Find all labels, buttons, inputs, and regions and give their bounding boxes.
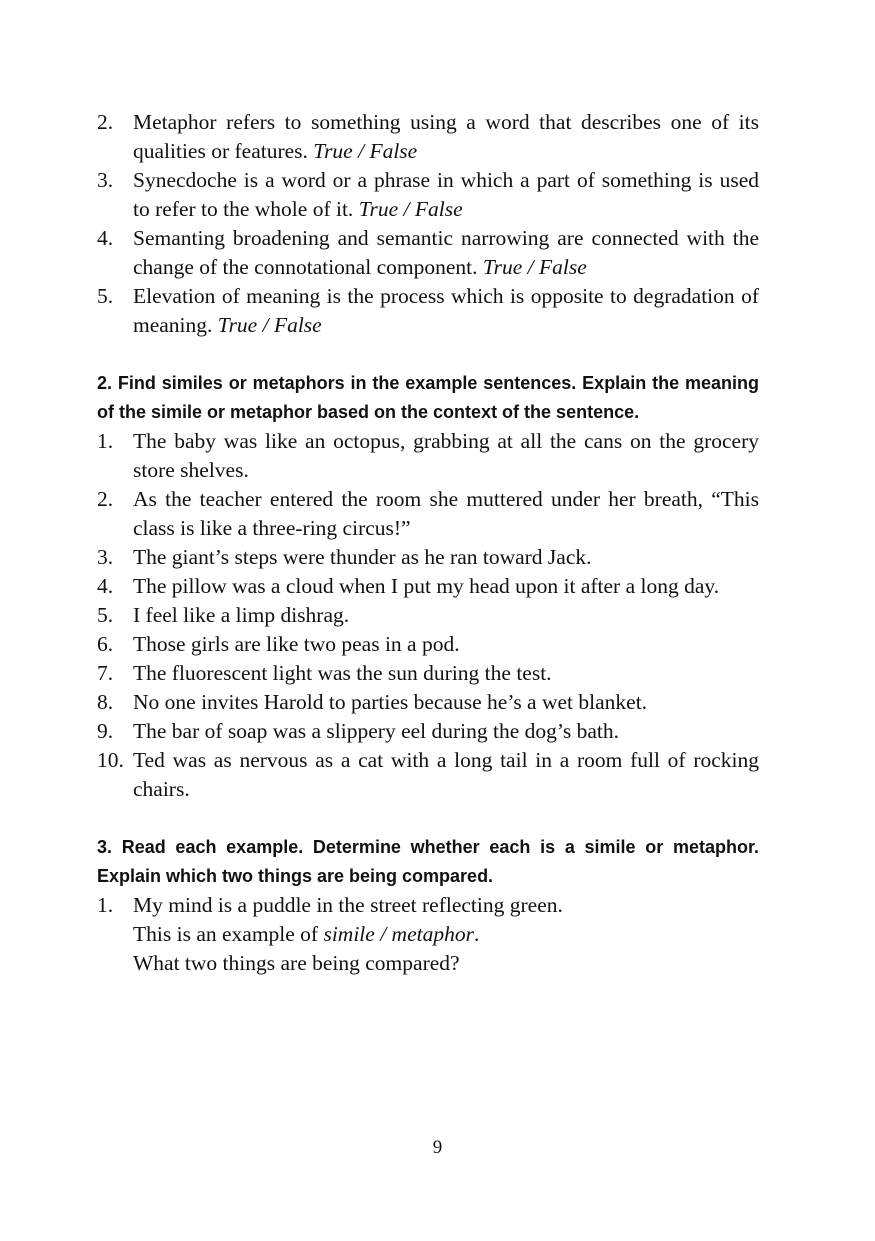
exercise-3-list (97, 891, 759, 978)
item-text: I feel like a limp dishrag. (133, 603, 350, 627)
comparison-question: What two things are being compared? (133, 951, 460, 975)
item-text: Synecdoche is a word or a phrase in which a part of something is used to refer to the whole of it. (133, 168, 759, 221)
answer-choice: True / False (313, 139, 418, 163)
item-number: 4. (97, 574, 114, 598)
item-text: The baby was like an octopus, grabbing at all the cans on the grocery store shelves. (133, 429, 759, 482)
example-type-line (133, 920, 759, 949)
list-item (97, 717, 759, 746)
list-item (97, 659, 759, 688)
list-item (97, 282, 759, 340)
item-number: 8. (97, 690, 114, 714)
answer-choice: True / False (217, 313, 322, 337)
item-text: The pillow was a cloud when I put my head upon it after a long day. (133, 574, 720, 598)
item-number: 10. (97, 748, 124, 772)
list-item (97, 108, 759, 166)
true-false-list (97, 108, 759, 340)
item-text: Metaphor refers to something using a word that describes one of its qualities or features. (133, 110, 759, 163)
page-number: 9 (432, 1137, 443, 1158)
item-text: Semanting broadening and semantic narrowing are connected with the change of the connotational component. (133, 226, 759, 279)
item-text: As the teacher entered the room she muttered under her breath, “This class is like a three-ring circus!” (133, 487, 759, 540)
list-item (97, 224, 759, 282)
exercise-3-heading: 3. Read each example. Determine whether each is a simile or metaphor. Explain which two things are being compared. (97, 837, 759, 886)
exercise-2-list (97, 427, 759, 804)
item-text: Elevation of meaning is the process which is opposite to degradation of meaning. (133, 284, 759, 337)
list-item (97, 485, 759, 543)
exercise-2-heading: 2. Find similes or metaphors in the example sentences. Explain the meaning of the simile or metaphor based on the context of the sentence. (97, 373, 759, 422)
item-number: 2. (97, 110, 114, 134)
list-item (97, 572, 759, 601)
list-item (97, 543, 759, 572)
item-text: The fluorescent light was the sun during the test. (133, 661, 552, 685)
list-item (97, 630, 759, 659)
document-page (97, 108, 759, 978)
item-number: 4. (97, 226, 114, 250)
item-number: 7. (97, 661, 114, 685)
list-item (97, 688, 759, 717)
example-type-suffix: . (473, 922, 480, 946)
list-item (97, 427, 759, 485)
example-sentence: My mind is a puddle in the street reflecting green. (133, 893, 563, 917)
item-text: No one invites Harold to parties because he’s a wet blanket. (133, 690, 648, 714)
item-number: 1. (97, 893, 114, 917)
item-text: The bar of soap was a slippery eel during the dog’s bath. (133, 719, 620, 743)
item-number: 3. (97, 545, 114, 569)
list-item (97, 746, 759, 804)
item-number: 6. (97, 632, 114, 656)
item-number: 2. (97, 487, 114, 511)
list-item (97, 601, 759, 630)
item-text: Those girls are like two peas in a pod. (133, 632, 460, 656)
answer-choice: True / False (482, 255, 587, 279)
item-text: The giant’s steps were thunder as he ran toward Jack. (133, 545, 592, 569)
simile-metaphor-choice: simile / metaphor (323, 922, 474, 946)
item-number: 5. (97, 284, 114, 308)
item-text: Ted was as nervous as a cat with a long tail in a room full of rocking chairs. (133, 748, 759, 801)
list-item (97, 166, 759, 224)
item-number: 9. (97, 719, 114, 743)
list-item (97, 891, 759, 978)
item-number: 3. (97, 168, 114, 192)
example-type-prefix: This is an example of (133, 922, 324, 946)
answer-choice: True / False (358, 197, 463, 221)
item-number: 1. (97, 429, 114, 453)
item-number: 5. (97, 603, 114, 627)
